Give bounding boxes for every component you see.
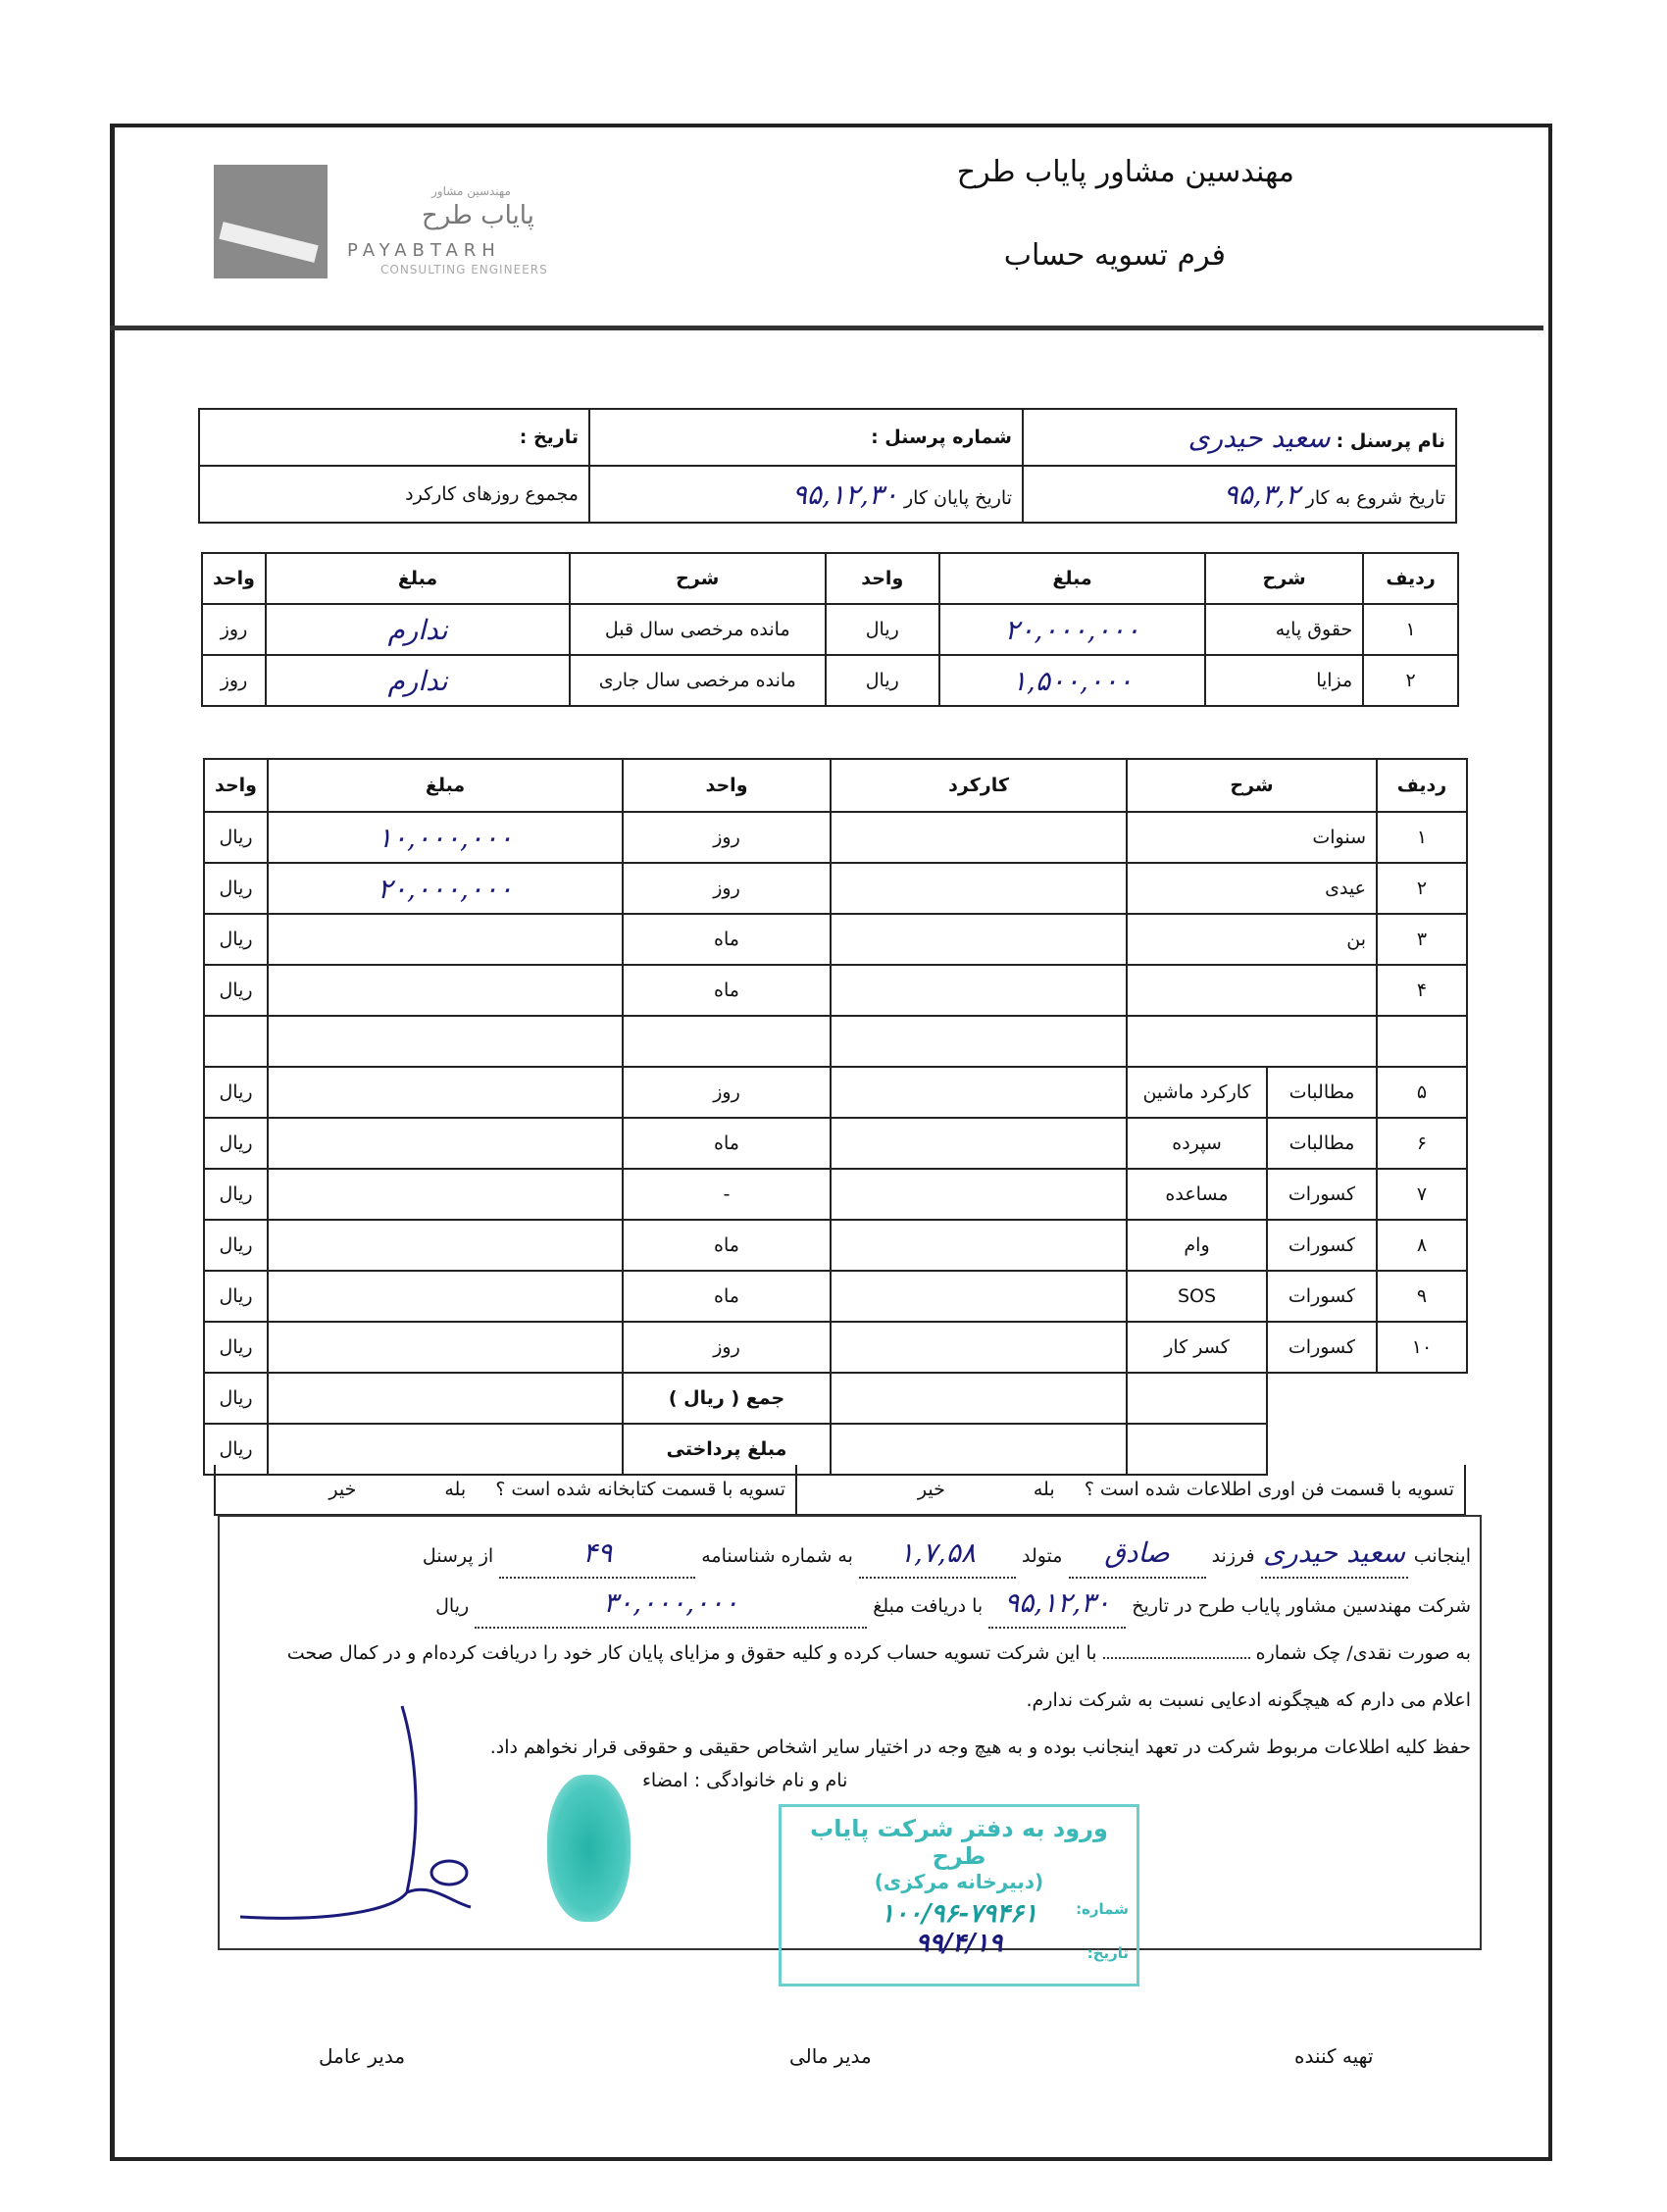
col-header: کارکرد [831, 759, 1127, 812]
row-number: ۹ [1377, 1271, 1467, 1322]
row-number: ۲ [1377, 863, 1467, 914]
preparer-label: تهیه کننده [1294, 2044, 1374, 2068]
row-workdays[interactable] [831, 812, 1127, 863]
col-header: مبلغ [939, 553, 1205, 604]
number-cell[interactable]: شماره پرسنل : [589, 409, 1023, 466]
row-amount[interactable] [268, 1220, 623, 1271]
table-row [202, 604, 1458, 655]
row-number: ۱ [1363, 604, 1458, 655]
workdays-cell[interactable]: مجموع روزهای کارکرد [199, 466, 589, 523]
table-row [204, 1271, 1467, 1322]
birth-date[interactable]: ۱,۷,۵۸ [859, 1530, 1016, 1579]
row-currency: ریال [204, 1169, 268, 1220]
row-desc [1127, 965, 1377, 1016]
row-subitem: SOS [1127, 1271, 1267, 1322]
col-header: واحد [204, 759, 268, 812]
row-number [1377, 1016, 1467, 1067]
row-category: کسورات [1267, 1271, 1377, 1322]
col-header: واحد [623, 759, 831, 812]
row-currency: ریال [204, 863, 268, 914]
row-desc: مزایا [1205, 655, 1363, 706]
col-header: شرح [570, 553, 825, 604]
table-row [204, 863, 1467, 914]
row-subitem: کارکرد ماشین [1127, 1067, 1267, 1118]
row-category: مطالبات [1267, 1067, 1377, 1118]
row-desc: حقوق پایه [1205, 604, 1363, 655]
row-unit: ریال [826, 655, 940, 706]
declarant-name[interactable]: سعید حیدری [1261, 1530, 1408, 1579]
row-unit: روز [623, 812, 831, 863]
row-workdays[interactable] [831, 863, 1127, 914]
row-unit: ماه [623, 965, 831, 1016]
row-number: ۱۰ [1377, 1322, 1467, 1373]
logo-en-text: PAYABTARH [347, 240, 501, 261]
row-amount[interactable]: ۱,۵۰۰,۰۰۰ [939, 655, 1205, 706]
row-number: ۲ [1363, 655, 1458, 706]
row-amount[interactable] [268, 1169, 623, 1220]
row-desc: عیدی [1127, 863, 1377, 914]
finance-manager-label: مدیر مالی [789, 2044, 872, 2068]
row-unit: ماه [623, 914, 831, 965]
row-number: ۵ [1377, 1067, 1467, 1118]
row-desc [1127, 1016, 1377, 1067]
row-number: ۸ [1377, 1220, 1467, 1271]
name-cell[interactable]: نام پرسنل : سعید حیدری [1023, 409, 1456, 466]
row-desc2: مانده مرخصی سال جاری [570, 655, 825, 706]
logo-fa-text: پایاب طرح [422, 201, 534, 230]
row-amount[interactable]: ۱۰,۰۰۰,۰۰۰ [268, 812, 623, 863]
row-number: ۶ [1377, 1118, 1467, 1169]
date-cell[interactable]: تاریخ : [199, 409, 589, 466]
col-header: ردیف [1363, 553, 1458, 604]
start-date-cell[interactable]: تاریخ شروع به کار ۹۵,۳,۲ [1023, 466, 1456, 523]
row-unit: - [623, 1169, 831, 1220]
row-desc2: مانده مرخصی سال قبل [570, 604, 825, 655]
table-row [204, 965, 1467, 1016]
fingerprint-icon [547, 1775, 631, 1922]
row-amount[interactable]: ۲۰,۰۰۰,۰۰۰ [268, 863, 623, 914]
table-row [204, 1322, 1467, 1373]
paid-row-currency: ریال [204, 1424, 268, 1475]
row-amount[interactable] [268, 1067, 623, 1118]
row-workdays[interactable] [831, 914, 1127, 965]
end-date-cell[interactable]: تاریخ پایان کار ۹۵,۱۲,۳۰ [589, 466, 1023, 523]
settlement-items-table [203, 758, 1468, 1476]
row-number: ۴ [1377, 965, 1467, 1016]
settlement-date[interactable]: ۹۵,۱۲,۳۰ [988, 1580, 1126, 1629]
row-unit [623, 1016, 831, 1067]
declaration-text: اینجانب سعید حیدری فرزند صادق متولد ۱,۷,۵۸ به شماره شناسنامه ۴۹ از پرسنل شرکت مهندسین مشاور پایاب طرح در تاریخ ۹۵,۱۲,۳۰ با دریافت مبلغ ۳۰,۰۰۰,۰۰۰ ریال به صورت نقدی/ چک شماره با این شرکت تسویه حساب کرده و کلیه حقوق و مزایای پایان کار خود را دریافت کرده‌ام و در کمال صحت اعلام می دارم که هیچگونه ادعایی نسبت به شرکت ندارم. حفظ کلیه اطلاعات مربوط شرکت در تعهد اینجانب بوده و به هیچ وجه در اختیار سایر اشخاص حقیقی و حقوقی قرار نخواهم داد. [196, 1530, 1471, 1771]
table-row [204, 1220, 1467, 1271]
row-amount2[interactable]: ندارم [266, 655, 570, 706]
row-unit: ماه [623, 1271, 831, 1322]
company-name: مهندسین مشاور پایاب طرح [956, 155, 1294, 189]
clearance-checks [214, 1465, 1466, 1516]
row-workdays[interactable] [831, 1118, 1127, 1169]
personnel-info-table [198, 408, 1457, 524]
table-row [204, 812, 1467, 863]
row-unit: ماه [623, 1220, 831, 1271]
table-row [204, 914, 1467, 965]
row-workdays[interactable] [831, 1067, 1127, 1118]
table-row [202, 655, 1458, 706]
logo-small-text: مهندسین مشاور [431, 184, 511, 198]
table-row [204, 1016, 1467, 1067]
row-number: ۱ [1377, 812, 1467, 863]
row-desc: سنوات [1127, 812, 1377, 863]
table-row [204, 1067, 1467, 1118]
total-row-amount[interactable] [268, 1373, 623, 1424]
col-header: شرح [1127, 759, 1377, 812]
form-title: فرم تسویه حساب [1003, 238, 1226, 273]
row-category: کسورات [1267, 1169, 1377, 1220]
settlement-amount[interactable]: ۳۰,۰۰۰,۰۰۰ [475, 1580, 867, 1629]
row-category: کسورات [1267, 1322, 1377, 1373]
check-number[interactable] [1103, 1657, 1250, 1659]
row-amount[interactable] [268, 1271, 623, 1322]
row-unit: روز [623, 1322, 831, 1373]
row-subitem: مساعده [1127, 1169, 1267, 1220]
row-workdays[interactable] [831, 965, 1127, 1016]
col-header: شرح [1205, 553, 1363, 604]
row-unit2: روز [202, 655, 266, 706]
row-currency: ریال [204, 1067, 268, 1118]
row-currency: ریال [204, 1322, 268, 1373]
salary-table [201, 552, 1459, 707]
id-number[interactable]: ۴۹ [499, 1530, 695, 1579]
row-amount[interactable]: ۲۰,۰۰۰,۰۰۰ [939, 604, 1205, 655]
row-desc: بن [1127, 914, 1377, 965]
library-clearance[interactable]: تسویه با قسمت کتابخانه شده است ؟ بلهخیر [215, 1465, 796, 1515]
row-unit: ماه [623, 1118, 831, 1169]
row-workdays[interactable] [831, 1322, 1127, 1373]
total-row-currency: ریال [204, 1373, 268, 1424]
row-amount[interactable] [268, 965, 623, 1016]
row-currency [204, 1016, 268, 1067]
row-workdays[interactable] [831, 1016, 1127, 1067]
col-header: مبلغ [266, 553, 570, 604]
row-currency: ریال [204, 1271, 268, 1322]
col-header: ردیف [1377, 759, 1467, 812]
col-header: واحد [826, 553, 940, 604]
row-unit2: روز [202, 604, 266, 655]
received-stamp: ورود به دفتر شرکت پایاب طرح (دبیرخانه مرکزی) شماره: ۱۰۰/۹۶-۷۹۴۶۱ تاریخ: ۹۹/۴/۱۹ [779, 1804, 1139, 1986]
row-number: ۳ [1377, 914, 1467, 965]
row-category: مطالبات [1267, 1118, 1377, 1169]
col-header: واحد [202, 553, 266, 604]
signature-icon [235, 1696, 490, 1932]
row-workdays[interactable] [831, 1271, 1127, 1322]
total-row-label: جمع ( ریال ) [623, 1373, 831, 1424]
signature-label: نام و نام خانوادگی : امضاء [642, 1770, 848, 1791]
row-unit: ریال [826, 604, 940, 655]
row-amount[interactable] [268, 1322, 623, 1373]
row-currency: ریال [204, 914, 268, 965]
row-amount2[interactable]: ندارم [266, 604, 570, 655]
row-unit: روز [623, 1067, 831, 1118]
row-currency: ریال [204, 1220, 268, 1271]
row-subitem: وام [1127, 1220, 1267, 1271]
table-row [204, 1118, 1467, 1169]
ceo-label: مدیر عامل [319, 2044, 406, 2068]
row-currency: ریال [204, 812, 268, 863]
row-amount[interactable] [268, 914, 623, 965]
total-row [204, 1373, 1467, 1424]
empty [1267, 1373, 1467, 1424]
row-workdays[interactable] [831, 1169, 1127, 1220]
row-amount[interactable] [268, 1118, 623, 1169]
father-name[interactable]: صادق [1069, 1530, 1206, 1579]
row-currency: ریال [204, 1118, 268, 1169]
row-currency: ریال [204, 965, 268, 1016]
empty [1127, 1373, 1267, 1424]
row-subitem: کسر کار [1127, 1322, 1267, 1373]
row-amount[interactable] [268, 1016, 623, 1067]
col-header: مبلغ [268, 759, 623, 812]
row-category: کسورات [1267, 1220, 1377, 1271]
paid-row-label: مبلغ پرداختی [623, 1424, 831, 1475]
it-clearance[interactable]: تسویه با قسمت فن اوری اطلاعات شده است ؟ بلهخیر [796, 1465, 1465, 1515]
table-row [204, 1169, 1467, 1220]
row-unit: روز [623, 863, 831, 914]
row-subitem: سپرده [1127, 1118, 1267, 1169]
company-logo-icon [214, 165, 328, 278]
logo-en-subtext: CONSULTING ENGINEERS [380, 263, 548, 276]
row-workdays[interactable] [831, 1220, 1127, 1271]
row-number: ۷ [1377, 1169, 1467, 1220]
